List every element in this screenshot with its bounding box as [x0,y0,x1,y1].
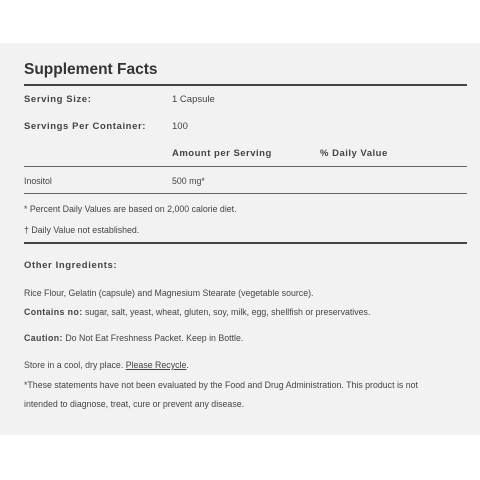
serving-size-label: Serving Size: [24,94,92,105]
storage-suffix: . [186,360,189,370]
serving-size-value: 1 Capsule [172,94,215,105]
contains-no-line [24,307,370,317]
storage-line [24,360,189,370]
nutrient-name: Inositol [24,176,52,186]
disclaimer-line-2: intended to diagnose, treat, cure or prevent any disease. [24,399,245,409]
percent-dv-footnote: * Percent Daily Values are based on 2,000 calorie diet. [24,204,237,214]
amount-per-serving-header: Amount per Serving [172,148,272,159]
dv-not-established-footnote: † Daily Value not established. [24,225,140,235]
servings-per-container-label: Servings Per Container: [24,121,147,132]
other-ingredients-heading: Other Ingredients: [24,260,118,271]
disclaimer-line-1: *These statements have not been evaluated by the Food and Drug Administration. This product is not [24,380,418,390]
servings-per-container-value: 100 [172,121,188,132]
caution-text: Do Not Eat Freshness Packet. Keep in Bottle. [62,333,244,343]
contains-no-text: sugar, salt, yeast, wheat, gluten, soy, milk, egg, shellfish or preservatives. [82,307,371,317]
storage-text: Store in a cool, dry place. [24,360,126,370]
panel-title: Supplement Facts [24,61,158,78]
contains-no-label: Contains no: [24,307,83,317]
title-divider [24,84,467,86]
please-recycle-link[interactable]: Please Recycle [125,360,187,370]
facts-bottom-divider [24,242,467,244]
nutrient-amount: 500 mg* [172,176,205,186]
header-divider [24,166,467,167]
daily-value-header: % Daily Value [320,148,388,159]
caution-line [24,333,243,343]
caution-label: Caution: [24,333,63,343]
other-ingredients-text: Rice Flour, Gelatin (capsule) and Magnesium Stearate (vegetable source). [24,288,314,298]
nutrient-divider [24,193,467,194]
supplement-facts-panel [0,43,480,435]
